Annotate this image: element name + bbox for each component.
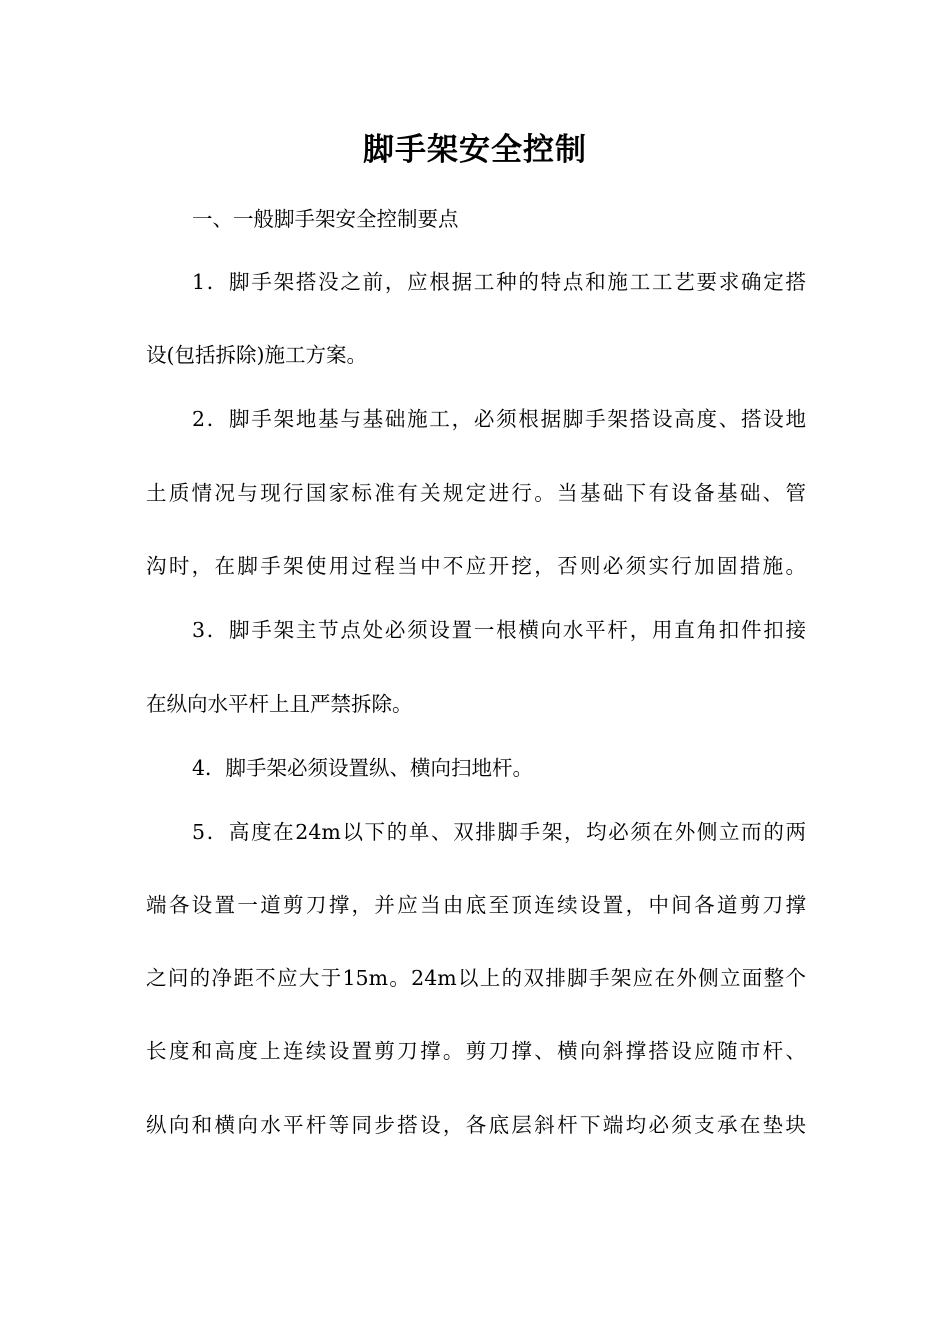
section-heading: 一、一般脚手架安全控制要点: [192, 207, 459, 231]
paragraph-line: 3．脚手架主节点处必须设置一根横向水平杆，用直角扣件扣接: [192, 618, 806, 642]
paragraph-line: 土质情况与现行国家标准有关规定进行。当基础下有设备基础、管: [146, 481, 806, 505]
paragraph-line: 沟时，在脚手架使用过程当中不应开挖，否则必须实行加固措施。: [146, 554, 806, 578]
paragraph-line: 之问的净距不应大于15m。24m以上的双排脚手架应在外侧立面整个: [146, 966, 806, 990]
document-title: 脚手架安全控制: [363, 132, 587, 168]
paragraph-line: 5．高度在24m以下的单、双排脚手架，均必须在外侧立而的两: [192, 820, 806, 844]
paragraph-line: 长度和高度上连续设置剪刀撑。剪刀撑、横向斜撑搭设应随市杆、: [146, 1039, 806, 1063]
paragraph-line: 设(包括拆除)施工方案。: [146, 343, 367, 367]
paragraph-line: 纵向和横向水平杆等同步搭设，各底层斜杆下端均必须支承在垫块: [146, 1113, 806, 1137]
paragraph-line: 2．脚手架地基与基础施工，必须根据脚手架搭设高度、搭设地: [192, 407, 806, 431]
paragraph-line: 端各设置一道剪刀撑，并应当由底至顶连续设置，中间各道剪刀撑: [146, 893, 806, 917]
paragraph-line: 在纵向水平杆上且严禁拆除。: [146, 692, 413, 716]
paragraph-line: 1．脚手架搭没之前，应根据工种的特点和施工工艺要求确定搭: [192, 270, 806, 294]
paragraph-line: 4．脚手架必须设置纵、横向扫地杆。: [192, 756, 534, 780]
